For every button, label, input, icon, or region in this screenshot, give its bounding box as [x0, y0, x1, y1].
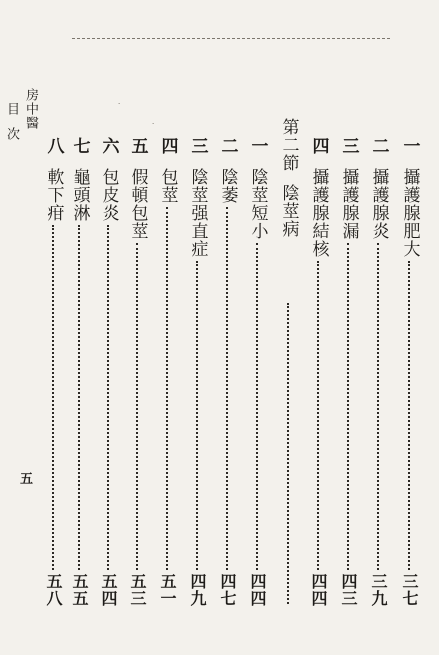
leader-dots	[136, 243, 138, 570]
entry-page: 四三	[339, 573, 358, 607]
toc-entry[interactable]	[38, 137, 68, 607]
entry-number: 一	[399, 137, 420, 154]
leader-dots	[287, 303, 289, 604]
leader-dots	[166, 207, 168, 570]
entry-number: 八	[43, 137, 64, 154]
entry-page: 四九	[188, 573, 207, 607]
entry-title: 包皮炎	[98, 168, 119, 222]
entry-title: 包莖	[157, 168, 178, 204]
entry-page: 四七	[218, 573, 237, 607]
entry-title: 攝護腺結核	[308, 168, 329, 258]
entry-title: 軟下疳	[43, 168, 64, 222]
leader-dots	[347, 243, 349, 570]
leader-dots	[377, 243, 379, 570]
section-title: 陰莖病	[278, 184, 299, 238]
entry-title: 陰萎	[217, 168, 238, 204]
entry-number: 三	[187, 137, 208, 154]
toc-label: 目次	[4, 102, 19, 152]
entry-title: 攝護腺漏	[338, 168, 359, 240]
leader-dots	[107, 225, 109, 570]
leader-dots	[52, 225, 54, 570]
leader-dots	[408, 261, 410, 570]
entry-number: 六	[98, 137, 119, 154]
toc-entry[interactable]	[182, 137, 212, 607]
entry-number: 七	[69, 137, 90, 154]
toc-entry[interactable]	[333, 137, 363, 607]
folio-number: 五	[20, 472, 34, 487]
entry-title: 陰莖短小	[247, 168, 268, 240]
header-rule	[72, 38, 390, 39]
entry-page: 五一	[158, 573, 177, 607]
toc-entry[interactable]	[212, 137, 242, 607]
toc-entry[interactable]	[64, 137, 94, 607]
toc-entry[interactable]	[122, 137, 152, 607]
toc-entry[interactable]	[152, 137, 182, 607]
toc-entry[interactable]	[363, 137, 393, 607]
entry-number: 三	[338, 137, 359, 154]
entry-title: 攝護腺炎	[368, 168, 389, 240]
book-title: 房中醫	[23, 88, 38, 130]
leader-dots	[78, 225, 80, 570]
entry-page: 五五	[70, 573, 89, 607]
entry-number: 五	[127, 137, 148, 154]
entry-page: 五三	[128, 573, 147, 607]
entry-title: 假頓包莖	[127, 168, 148, 240]
entry-page: 四四	[248, 573, 267, 607]
entry-number: 四	[157, 137, 178, 154]
entry-number: 二	[368, 137, 389, 154]
section-label: 第二節	[278, 118, 299, 172]
entry-page: 三七	[400, 573, 419, 607]
entry-number: 一	[247, 137, 268, 154]
print-speck: ·	[152, 120, 155, 128]
section-leader	[273, 300, 303, 607]
toc-entry[interactable]	[242, 137, 272, 607]
entry-title: 龜頭淋	[69, 168, 90, 222]
toc-entry[interactable]	[93, 137, 123, 607]
entry-number: 二	[217, 137, 238, 154]
entry-page: 三九	[369, 573, 388, 607]
leader-dots	[256, 243, 258, 570]
leader-dots	[226, 207, 228, 570]
section-heading	[273, 118, 303, 238]
toc-entry[interactable]	[394, 137, 424, 607]
entry-page: 五四	[99, 573, 118, 607]
leader-dots	[317, 261, 319, 570]
print-speck: ·	[118, 100, 121, 108]
entry-title: 陰莖强直症	[187, 168, 208, 258]
toc-entry[interactable]	[303, 137, 333, 607]
running-head	[4, 88, 40, 152]
entry-page: 五八	[44, 573, 63, 607]
leader-dots	[196, 261, 198, 570]
entry-number: 四	[308, 137, 329, 154]
entry-title: 攝護腺肥大	[399, 168, 420, 258]
entry-page: 四四	[309, 573, 328, 607]
